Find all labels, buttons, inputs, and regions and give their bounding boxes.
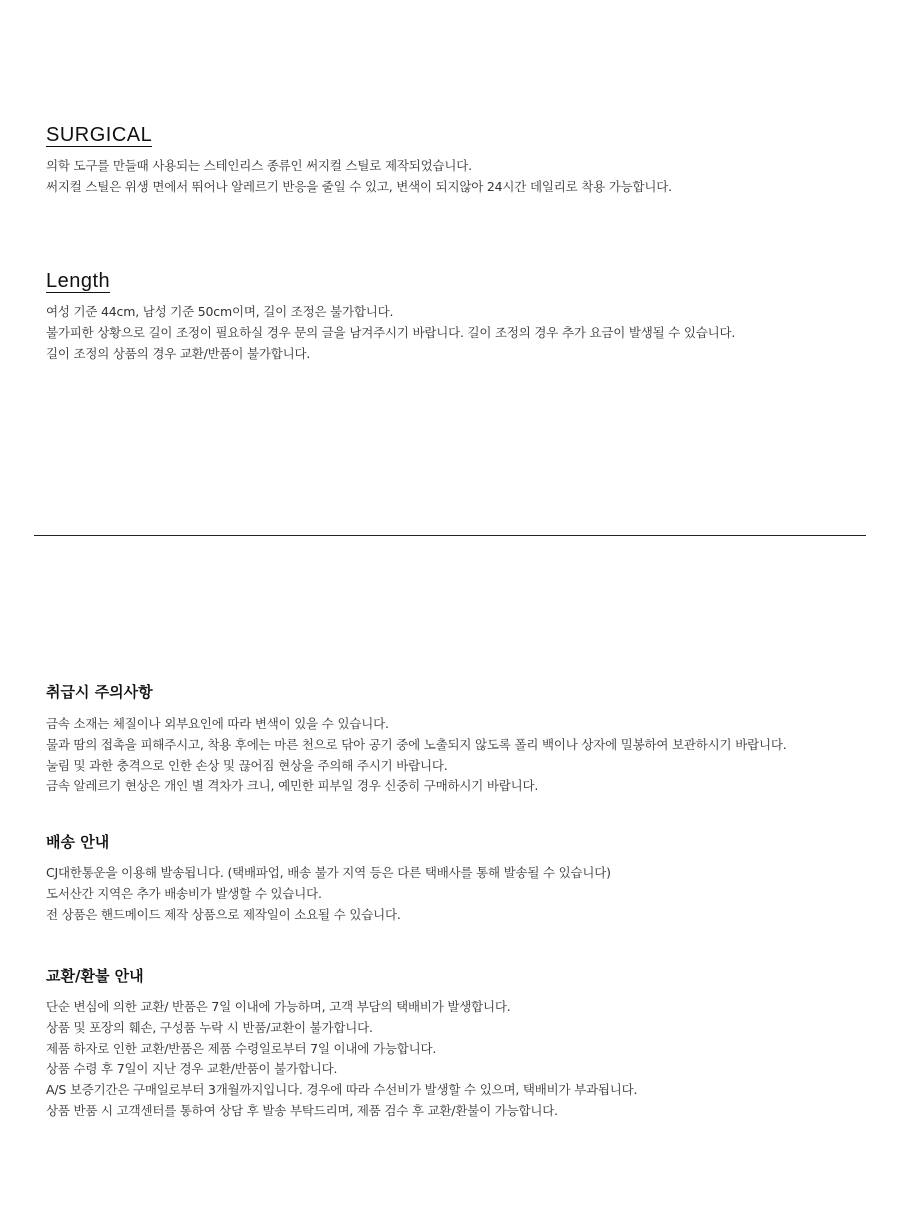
exchange-line: 제품 하자로 인한 교환/반품은 제품 수령일로부터 7일 이내에 가능합니다. xyxy=(46,1040,437,1056)
exchange-line: A/S 보증기간은 구매일로부터 3개월까지입니다. 경우에 따라 수선비가 발생할 수 있으며, 택배비가 부과됩니다. xyxy=(46,1082,638,1098)
exchange-line: 단순 변심에 의한 교환/ 반품은 7일 이내에 가능하며, 고객 부담의 택배비가 발생합니다. xyxy=(46,999,511,1014)
section-divider xyxy=(34,535,866,536)
care-line: 금속 알레르기 현상은 개인 별 격차가 크니, 예민한 피부일 경우 신중히 구매하시기 바랍니다. xyxy=(46,778,539,794)
length-section xyxy=(46,271,880,364)
shipping-heading: 배송 안내 xyxy=(46,833,110,851)
care-section xyxy=(46,682,880,797)
care-text xyxy=(46,714,880,797)
exchange-line: 상품 및 포장의 훼손, 구성품 누락 시 반품/교환이 불가합니다. xyxy=(46,1019,373,1035)
surgical-heading: SURGICAL xyxy=(46,124,153,146)
surgical-section xyxy=(46,125,880,198)
care-line: 물과 땀의 접촉을 피해주시고, 착용 후에는 마른 천으로 닦아 공기 중에 노출되지 않도록 폴리 백이나 상자에 밀봉하여 보관하시기 바랍니다. xyxy=(46,736,787,752)
exchange-heading: 교환/환불 안내 xyxy=(46,967,144,985)
exchange-text xyxy=(46,997,880,1122)
shipping-line: CJ대한통운을 이용해 발송됩니다. (택배파업, 배송 불가 지역 등은 다른 택배사를 통해 발송될 수 있습니다) xyxy=(46,865,611,880)
shipping-line: 도서산간 지역은 추가 배송비가 발생할 수 있습니다. xyxy=(46,885,322,901)
care-heading: 취급시 주의사항 xyxy=(46,683,153,701)
shipping-section xyxy=(46,832,880,925)
length-text xyxy=(46,302,880,364)
surgical-text xyxy=(46,156,880,198)
length-line: 불가피한 상황으로 길이 조정이 필요하실 경우 문의 글을 남겨주시기 바랍니다. 길이 조정의 경우 추가 요금이 발생될 수 있습니다. xyxy=(46,324,736,340)
surgical-line: 써지컬 스틸은 위생 면에서 뛰어나 알레르기 반응을 줄일 수 있고, 변색이 되지않아 24시간 데일리로 착용 가능합니다. xyxy=(46,178,672,194)
exchange-section xyxy=(46,966,880,1122)
care-line: 눌림 및 과한 충격으로 인한 손상 및 끊어짐 현상을 주의해 주시기 바랍니다. xyxy=(46,757,448,773)
exchange-line: 상품 반품 시 고객센터를 통하여 상담 후 발송 부탁드리며, 제품 검수 후 교환/환불이 가능합니다. xyxy=(46,1102,558,1118)
surgical-line: 의학 도구를 만들때 사용되는 스테인리스 종류인 써지컬 스틸로 제작되었습니다. xyxy=(46,158,472,173)
length-line: 길이 조정의 상품의 경우 교환/반품이 불가합니다. xyxy=(46,345,311,361)
shipping-text xyxy=(46,863,880,925)
care-line: 금속 소재는 체질이나 외부요인에 따라 변색이 있을 수 있습니다. xyxy=(46,716,389,731)
length-heading: Length xyxy=(46,270,111,292)
shipping-line: 전 상품은 핸드메이드 제작 상품으로 제작일이 소요될 수 있습니다. xyxy=(46,906,401,922)
length-line: 여성 기준 44cm, 남성 기준 50cm이며, 길이 조정은 불가합니다. xyxy=(46,304,394,319)
exchange-line: 상품 수령 후 7일이 지난 경우 교환/반품이 불가합니다. xyxy=(46,1061,338,1077)
